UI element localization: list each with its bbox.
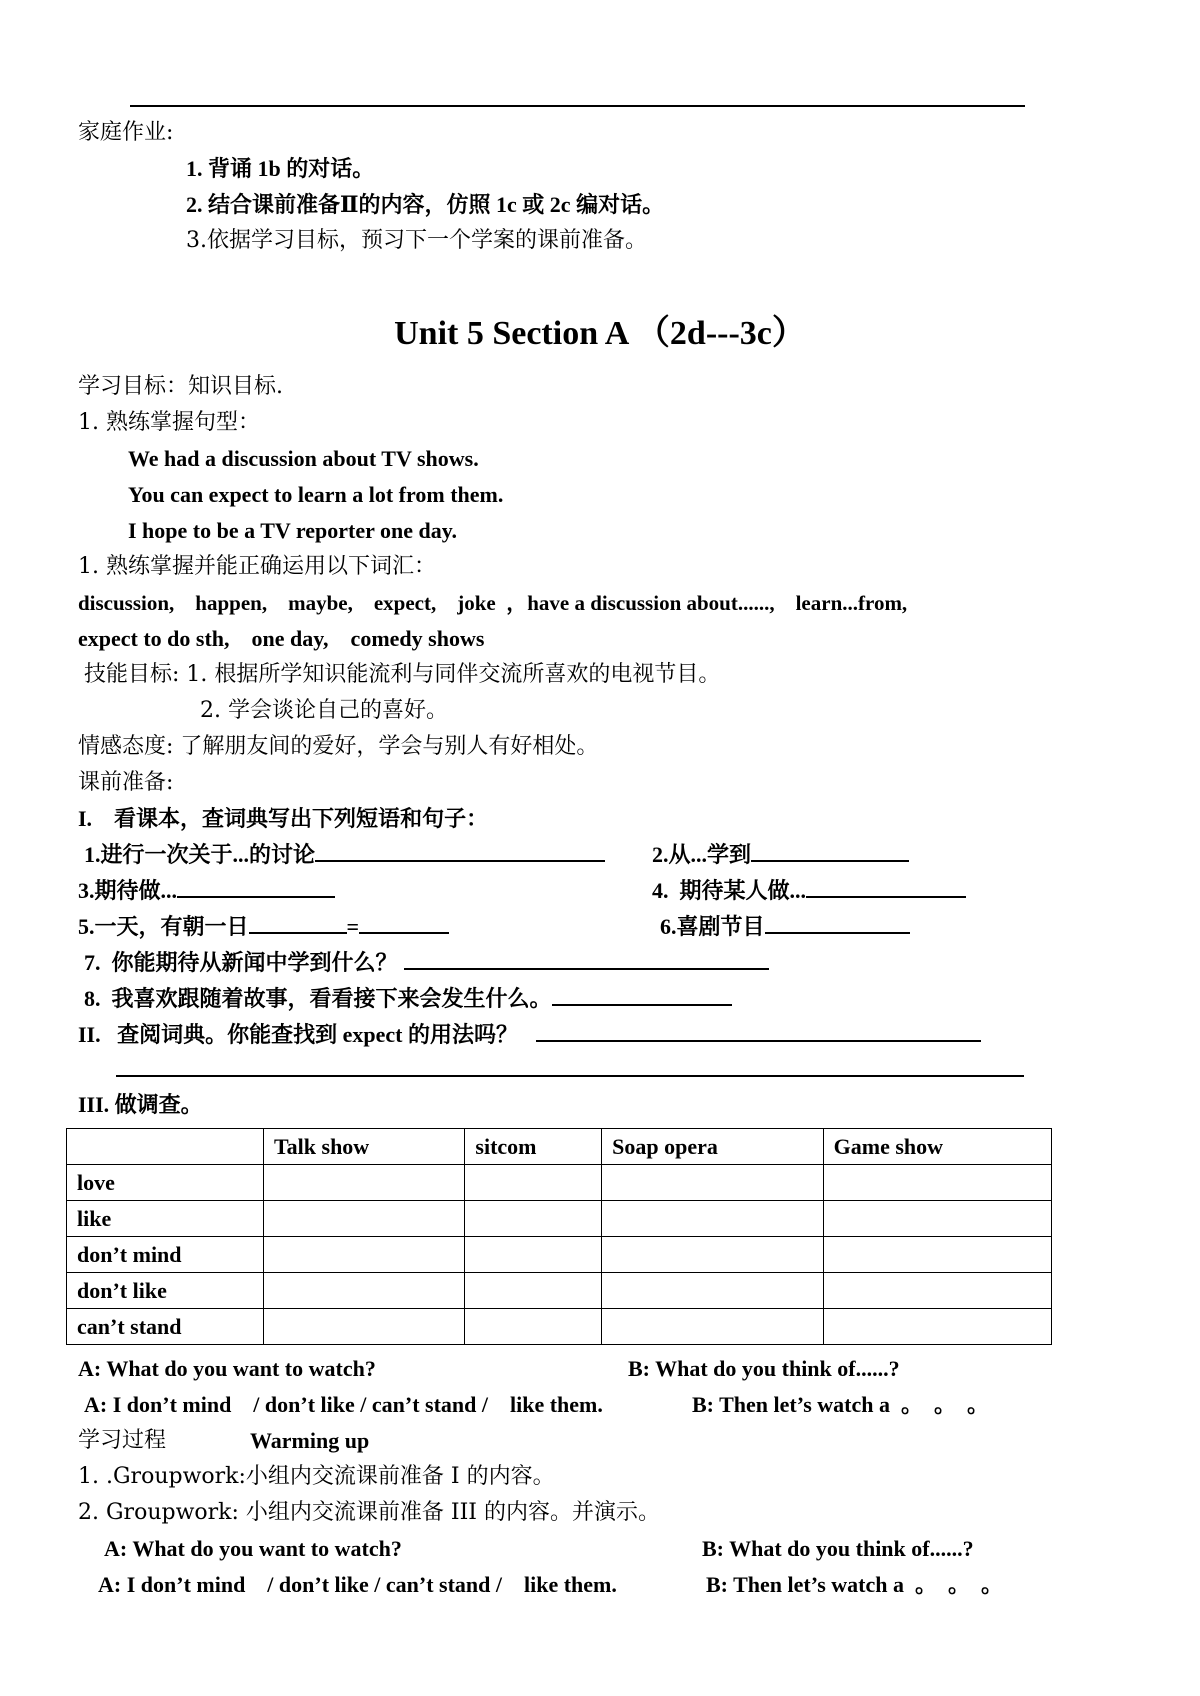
survey-table xyxy=(66,1128,1052,1345)
table-cell[interactable] xyxy=(823,1309,1051,1345)
row-label: don’t like xyxy=(67,1273,264,1309)
row-label: like xyxy=(67,1201,264,1237)
prep-q5 xyxy=(78,912,449,942)
attitude-objective: 情感态度: 了解朋友间的爱好，学会与别人有好相处。 xyxy=(78,734,599,759)
equals-sign: = xyxy=(346,914,360,939)
prep-q6-text: 6.喜剧节目 xyxy=(660,914,765,939)
table-cell[interactable] xyxy=(264,1273,465,1309)
answer-line-continued[interactable] xyxy=(116,1075,1024,1077)
prep-heading: 课前准备: xyxy=(78,770,174,795)
table-cell[interactable] xyxy=(465,1201,602,1237)
process-step-2: 2. Groupwork: 小组内交流课前准备 III 的内容。并演示。 xyxy=(78,1500,660,1525)
sentence-1: We had a discussion about TV shows. xyxy=(128,446,479,471)
table-header-cell: sitcom xyxy=(465,1129,602,1165)
prep-q3-text: 3.期待做... xyxy=(78,878,178,903)
prep-q8-text: 8. 我喜欢跟随着故事，看看接下来会发生什么。 xyxy=(84,986,552,1011)
prep-q8 xyxy=(84,984,732,1014)
homework-item-2: 2. 结合课前准备Ⅱ的内容，仿照 1c 或 2c 编对话。 xyxy=(186,192,665,217)
page-title: Unit 5 Section A （2d---3c） xyxy=(394,315,806,352)
prep-q2-text: 2.从...学到 xyxy=(652,842,752,867)
answer-blank[interactable] xyxy=(765,912,910,934)
table-cell[interactable] xyxy=(823,1237,1051,1273)
answer-blank[interactable] xyxy=(249,912,347,934)
table-header-cell: Game show xyxy=(823,1129,1051,1165)
table-cell[interactable] xyxy=(264,1201,465,1237)
table-cell[interactable] xyxy=(602,1165,823,1201)
table-cell[interactable] xyxy=(823,1201,1051,1237)
prep-q2 xyxy=(652,840,909,870)
table-cell[interactable] xyxy=(465,1273,602,1309)
prep-part-2 xyxy=(78,1020,981,1050)
sentence-3: I hope to be a TV reporter one day. xyxy=(128,518,458,543)
table-cell[interactable] xyxy=(465,1309,602,1345)
answer-blank[interactable] xyxy=(552,984,732,1006)
answer-blank[interactable] xyxy=(751,840,909,862)
row-label: can’t stand xyxy=(67,1309,264,1345)
homework-item-1: 1. 背诵 1b 的对话。 xyxy=(186,156,375,181)
table-cell[interactable] xyxy=(823,1165,1051,1201)
answer-blank[interactable] xyxy=(404,948,769,970)
table-header-cell: Talk show xyxy=(264,1129,465,1165)
table-row xyxy=(67,1309,1052,1345)
process-dialogue-b2: B: Then let’s watch a 。 。 。 xyxy=(706,1572,1004,1597)
table-row xyxy=(67,1273,1052,1309)
table-header-cell: Soap opera xyxy=(602,1129,823,1165)
answer-blank[interactable] xyxy=(315,840,605,862)
dialogue-b1: B: What do you think of......? xyxy=(628,1356,900,1381)
prep-q4-text: 4. 期待某人做... xyxy=(652,878,807,903)
table-row xyxy=(67,1165,1052,1201)
row-label: don’t mind xyxy=(67,1237,264,1273)
process-dialogue-a1: A: What do you want to watch? xyxy=(104,1536,402,1561)
warming-up-label: Warming up xyxy=(250,1428,370,1453)
table-cell[interactable] xyxy=(602,1237,823,1273)
objectives-point-2: 1. 熟练掌握并能正确运用以下词汇： xyxy=(78,554,436,579)
skills-objective-1: 技能目标: 1. 根据所学知识能流利与同伴交流所喜欢的电视节目。 xyxy=(84,662,721,687)
answer-blank[interactable] xyxy=(806,876,966,898)
prep-q5-text: 5.一天，有朝一日 xyxy=(78,914,249,939)
dialogue-b2: B: Then let’s watch a 。 。 。 xyxy=(692,1392,990,1417)
table-cell[interactable] xyxy=(264,1309,465,1345)
sentence-2: You can expect to learn a lot from them. xyxy=(128,482,504,507)
table-cell[interactable] xyxy=(465,1165,602,1201)
prep-q7-text: 7. 你能期待从新闻中学到什么？ xyxy=(84,950,398,975)
prep-part-3: III. 做调查。 xyxy=(78,1092,203,1117)
process-step-1: 1. .Groupwork:小组内交流课前准备 I 的内容。 xyxy=(78,1464,555,1489)
row-label: love xyxy=(67,1165,264,1201)
vocab-line-1: discussion, happen, maybe, expect, joke ，have a discussion about......, learn...from, xyxy=(78,591,908,615)
process-dialogue-a2: A: I don’t mind / don’t like / can’t stand / like them. xyxy=(98,1572,617,1597)
objectives-heading: 学习目标：知识目标. xyxy=(78,374,283,399)
prep-part-2-text: II. 查阅词典。你能查找到 expect 的用法吗？ xyxy=(78,1022,518,1047)
prep-q6 xyxy=(660,912,910,942)
table-cell[interactable] xyxy=(465,1237,602,1273)
objectives-point-1: 1. 熟练掌握句型： xyxy=(78,410,260,435)
prep-q3 xyxy=(78,876,335,906)
top-answer-line xyxy=(130,105,1025,107)
homework-item-3: 3.依据学习目标，预习下一个学案的课前准备。 xyxy=(186,228,647,253)
table-row xyxy=(67,1201,1052,1237)
dialogue-a1: A: What do you want to watch? xyxy=(78,1356,376,1381)
answer-blank[interactable] xyxy=(536,1020,981,1042)
table-cell[interactable] xyxy=(602,1273,823,1309)
prep-part-1: I. 看课本，查词典写出下列短语和句子： xyxy=(78,806,489,831)
table-cell[interactable] xyxy=(823,1273,1051,1309)
prep-q7 xyxy=(84,948,769,978)
skills-objective-2: 2. 学会谈论自己的喜好。 xyxy=(200,698,448,723)
table-cell[interactable] xyxy=(602,1201,823,1237)
table-cell[interactable] xyxy=(602,1309,823,1345)
prep-q1 xyxy=(84,840,605,870)
dialogue-a2: A: I don’t mind / don’t like / can’t stand / like them. xyxy=(84,1392,603,1417)
homework-label: 家庭作业: xyxy=(78,120,174,145)
answer-blank[interactable] xyxy=(359,912,449,934)
answer-blank[interactable] xyxy=(177,876,335,898)
prep-q1-text: 1.进行一次关于...的讨论 xyxy=(84,842,316,867)
table-cell[interactable] xyxy=(264,1237,465,1273)
table-header-cell xyxy=(67,1129,264,1165)
process-dialogue-b1: B: What do you think of......? xyxy=(702,1536,974,1561)
process-heading: 学习过程 xyxy=(78,1428,167,1453)
table-cell[interactable] xyxy=(264,1165,465,1201)
table-row xyxy=(67,1237,1052,1273)
vocab-line-2: expect to do sth, one day, comedy shows xyxy=(78,626,485,651)
prep-q4 xyxy=(652,876,966,906)
table-header-row xyxy=(67,1129,1052,1165)
